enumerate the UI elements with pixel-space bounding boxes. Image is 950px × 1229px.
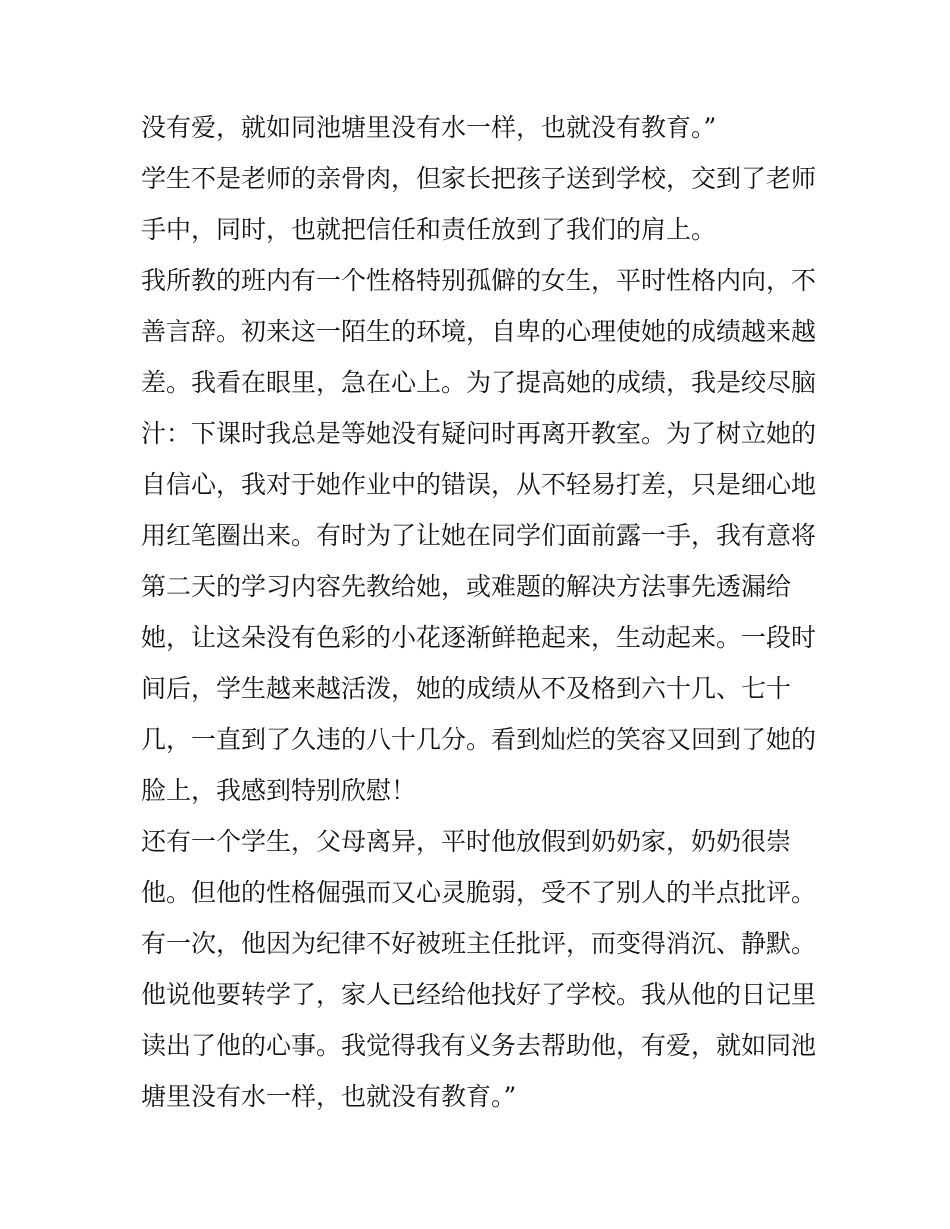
text-line: 有一次，他因为纪律不好被班主任批评，而变得消沉、静默。	[141, 929, 817, 958]
text-line: 没有爱，就如同池塘里没有水一样，也就没有教育。”	[141, 113, 717, 142]
text-line: 还有一个学生，父母离异，平时他放假到奶奶家，奶奶很崇	[141, 827, 792, 856]
document-body	[141, 102, 821, 1122]
text-line: 第二天的学习内容先教给她，或难题的解决方法事先透漏给	[141, 572, 792, 601]
text-line: 用红笔圈出来。有时为了让她在同学们面前露一手，我有意将	[141, 521, 817, 550]
text-line: 塘里没有水一样，也就没有教育。”	[141, 1082, 517, 1111]
text-line: 善言辞。初来这一陌生的环境，自卑的心理使她的成绩越来越	[141, 317, 817, 346]
text-line: 他。但他的性格倔强而又心灵脆弱，受不了别人的半点批评。	[141, 878, 817, 907]
text-line: 她，让这朵没有色彩的小花逐渐鲜艳起来，生动起来。一段时	[141, 623, 817, 652]
text-line: 我所教的班内有一个性格特别孤僻的女生，平时性格内向，不	[141, 266, 817, 295]
text-line: 几，一直到了久违的八十几分。看到灿烂的笑容又回到了她的	[141, 725, 817, 754]
text-line: 读出了他的心事。我觉得我有义务去帮助他，有爱，就如同池	[141, 1031, 817, 1060]
text-line: 自信心，我对于她作业中的错误，从不轻易打差，只是细心地	[141, 470, 817, 499]
text-line: 他说他要转学了，家人已经给他找好了学校。我从他的日记里	[141, 980, 817, 1009]
text-line: 学生不是老师的亲骨肉，但家长把孩子送到学校，交到了老师	[141, 164, 817, 193]
text-line: 脸上，我感到特别欣慰！	[141, 776, 417, 805]
text-line: 手中，同时，也就把信任和责任放到了我们的肩上。	[141, 215, 717, 244]
text-line: 间后，学生越来越活泼，她的成绩从不及格到六十几、七十	[141, 674, 792, 703]
text-line: 差。我看在眼里，急在心上。为了提高她的成绩，我是绞尽脑	[141, 368, 817, 397]
text-line: 汁：下课时我总是等她没有疑问时再离开教室。为了树立她的	[141, 419, 817, 448]
